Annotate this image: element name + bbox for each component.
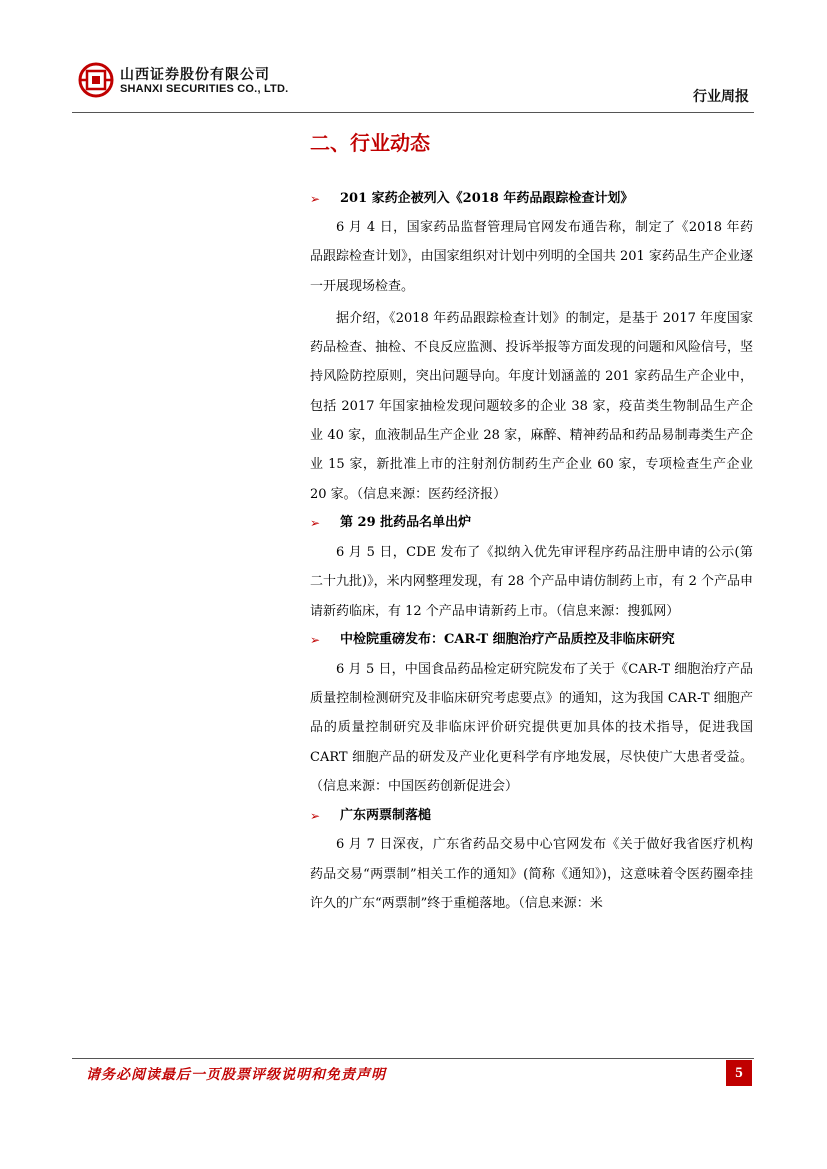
header-divider (72, 112, 754, 113)
page-number: 5 (726, 1060, 752, 1086)
news-heading-text: 广东两票制落槌 (340, 807, 432, 823)
company-name-cn: 山西证券股份有限公司 (120, 67, 270, 83)
news-paragraph: 据介绍，《2018 年药品跟踪检查计划》的制定，是基于 2017 年度国家药品检查、抽检、不良反应监测、投诉举报等方面发现的问题和风险信号，坚持风险防控原则，突出问题导向。年度计划涵盖的 201 家药品生产企业中，包括 2017 年国家抽检发现问题较多的企业 38 家，疫苗类生物制品生产企业 40 家，血液制品生产企业 28 家，麻醉、精神药品和药品易制毒类生产企业 15 家，新批准上市的注射剂仿制药生产企业 60 家，专项检查生产企业 20 家。（信息来源：医药经济报） (310, 310, 753, 502)
news-paragraph: 6 月 4 日，国家药品监督管理局官网发布通告称，制定了《2018 年药品跟踪检查计划》，由国家组织对计划中列明的全国共 201 家药品生产企业逐一开展现场检查。 (310, 220, 753, 294)
arrow-bullet-icon: ➢ (310, 633, 321, 648)
main-content (310, 122, 753, 918)
arrow-bullet-icon: ➢ (310, 191, 321, 206)
news-heading (310, 626, 753, 655)
news-heading-text: 第 29 批药品名单出炉 (340, 515, 472, 531)
news-heading-text: 201 家药企被列入《2018 年药品跟踪检查计划》 (340, 190, 634, 206)
news-heading (310, 801, 753, 830)
company-name-en: SHANXI SECURITIES CO., LTD. (120, 83, 289, 95)
disclaimer-link[interactable]: 请务必阅读最后一页股票评级说明和免责声明 (86, 1067, 386, 1083)
company-logo-icon (78, 62, 114, 98)
arrow-bullet-icon: ➢ (310, 808, 321, 823)
news-paragraph: 6 月 5 日，CDE 发布了《拟纳入优先审评程序药品注册申请的公示(第二十九批)》，米内网整理发现，有 28 个产品申请仿制药上市，有 2 个产品申请新药临床，有 12 个产品申请新药上市。（信息来源：搜狐网） (310, 544, 753, 619)
news-paragraph: 6 月 5 日，中国食品药品检定研究院发布了关于《CAR-T 细胞治疗产品质量控制检测研究及非临床研究考虑要点》的通知，这为我国 CAR-T 细胞产品的质量控制研究及非临床评价研究提供更加具体的技术指导，促进我国 CART 细胞产品的研发及产业化更科学有序地发展，尽快使广大患者受益。（信息来源：中国医药创新促进会） (310, 661, 753, 795)
report-type: 行业周报 (693, 89, 749, 105)
news-heading (310, 184, 753, 213)
news-paragraph: 6 月 7 日深夜，广东省药品交易中心官网发布《关于做好我省医疗机构药品交易“两票制”相关工作的通知》(简称《通知》)，这意味着令医药圈牵挂许久的广东“两票制”终于重槌落地。（信息来源：米 (310, 837, 753, 911)
news-heading-text: 中检院重磅发布：CAR-T 细胞治疗产品质控及非临床研究 (340, 632, 675, 648)
footer-divider (72, 1058, 754, 1059)
arrow-bullet-icon: ➢ (310, 516, 321, 531)
news-heading (310, 509, 753, 538)
section-title: 二、行业动态 (310, 131, 430, 155)
